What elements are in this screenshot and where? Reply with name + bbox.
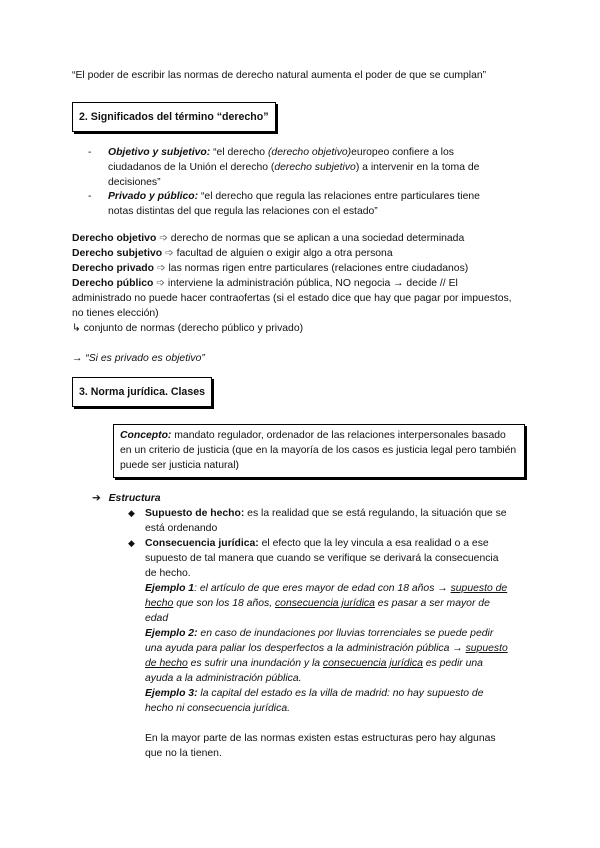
bullet-italic: derecho subjetivo [274, 162, 356, 173]
example-text: la capital del estado es la villa de madrid: no hay supuesto de hecho ni consecuencia jurídica. [145, 688, 484, 714]
section-3-title: 3. Norma jurídica. Clases [79, 386, 206, 398]
item-text: es la realidad que se está regulando, la situación que se está ordenando [145, 508, 507, 534]
bullet-text: ) a intervenir en la toma de decisiones” [108, 162, 480, 188]
definition-row [72, 246, 512, 261]
example-text: que son los 18 años, [173, 598, 275, 609]
definition-text: interviene la administración pública, NO negocia → decide // El administrado no puede hacer contraofertas (si el estado dice que hay que pagar por impuestos, no tienes elección) [72, 278, 512, 319]
example-text: : el artículo de que eres mayor de edad con 18 años → [194, 583, 451, 594]
structure-label: Estructura [108, 493, 161, 504]
example-text: es pasar a ser mayor de edad [145, 598, 490, 624]
diamond-bullet-icon: ◆ [128, 538, 135, 548]
note-line: → “Si es privado es objetivo” [72, 353, 205, 364]
item-term: Consecuencia jurídica: [145, 538, 259, 549]
concept-box [113, 424, 525, 478]
section-2-title: 2. Significados del término “derecho” [79, 111, 269, 123]
example-underline: supuesto de hecho [145, 583, 508, 609]
arrow-icon: ➩ [153, 278, 168, 289]
definition-term: Derecho público [72, 278, 154, 289]
arrow-icon: ➩ [156, 233, 171, 244]
definition-text: derecho de normas que se aplican a una sociedad determinada [170, 233, 465, 244]
item-term: Supuesto de hecho: [145, 508, 245, 519]
dash-bullet: - [88, 191, 92, 202]
arrow-icon: ➩ [162, 248, 177, 259]
section-3-heading-box [72, 377, 212, 407]
definition-text: facultad de alguien o exigir algo a otra persona [176, 248, 393, 259]
example-underline: consecuencia jurídica [274, 598, 375, 609]
bullet-term: Privado y público: [108, 191, 199, 202]
definition-row [72, 261, 512, 276]
bullet-italic: (derecho objetivo) [267, 147, 352, 158]
concept-text: mandato regulador, ordenador de las relaciones interpersonales basado en un criterio de justicia (que en la mayoría de los casos es justicia legal pero también puede ser justicia natural) [120, 430, 517, 471]
definition-text: las normas rigen entre particulares (relaciones entre ciudadanos) [168, 263, 469, 274]
example-text: es pedir una ayuda a la administración pública. [145, 658, 483, 684]
arrow-icon: ➔ [92, 493, 101, 504]
list-item [88, 145, 508, 190]
definition-term: Derecho subjetivo [72, 248, 163, 259]
example-label: Ejemplo 1 [145, 583, 195, 594]
definition-term: Derecho objetivo [72, 233, 157, 244]
definitions-list [72, 231, 512, 366]
bullet-text: “el derecho [210, 147, 268, 158]
example-text: en caso de inundaciones por lluvias torrenciales se puede pedir una ayuda para paliar los desperfectos a la administración pública → [145, 628, 494, 654]
example-1 [145, 581, 512, 626]
definition-term: Derecho privado [72, 263, 154, 274]
example-3 [145, 686, 512, 716]
item-text: el efecto que la ley vincula a esa realidad o a ese supuesto de tal manera que cuando se verifique se derivará la consecuencia de hecho. [145, 538, 499, 579]
list-item [88, 189, 508, 219]
definition-row [72, 276, 512, 321]
structure-heading [92, 491, 512, 506]
section-2-heading-box [72, 102, 276, 132]
list-item [92, 536, 512, 581]
example-text: es sufrir una inundación y la [187, 658, 323, 669]
bullet-text: “el derecho que regula las relaciones entre particulares tiene notas distintas del que regula las relaciones con el estado” [108, 191, 480, 217]
definition-row [72, 231, 512, 246]
diamond-bullet-icon: ◆ [128, 508, 135, 518]
example-underline: consecuencia jurídica [322, 658, 423, 669]
summary-line: ↳ conjunto de normas (derecho público y privado) [72, 323, 304, 334]
opening-quote: “El poder de escribir las normas de derecho natural aumenta el poder de que se cumplan” [72, 70, 487, 81]
bullet-term: Objetivo y subjetivo: [108, 147, 211, 158]
example-label: Ejemplo 2: [145, 628, 198, 639]
example-label: Ejemplo 3: [145, 688, 198, 699]
list-item [92, 506, 512, 536]
bullet-text: europeo confiere a los ciudadanos de la Unión el derecho ( [108, 147, 454, 173]
example-2 [145, 626, 512, 686]
concept-label: Concepto: [120, 430, 172, 441]
structure-section [92, 491, 512, 761]
example-underline: supuesto de hecho [145, 643, 508, 669]
arrow-icon: ➩ [154, 263, 169, 274]
closing-paragraph: En la mayor parte de las normas existen estas estructuras pero hay algunas que no la tienen. [145, 733, 496, 759]
dash-bullet: - [88, 147, 92, 158]
